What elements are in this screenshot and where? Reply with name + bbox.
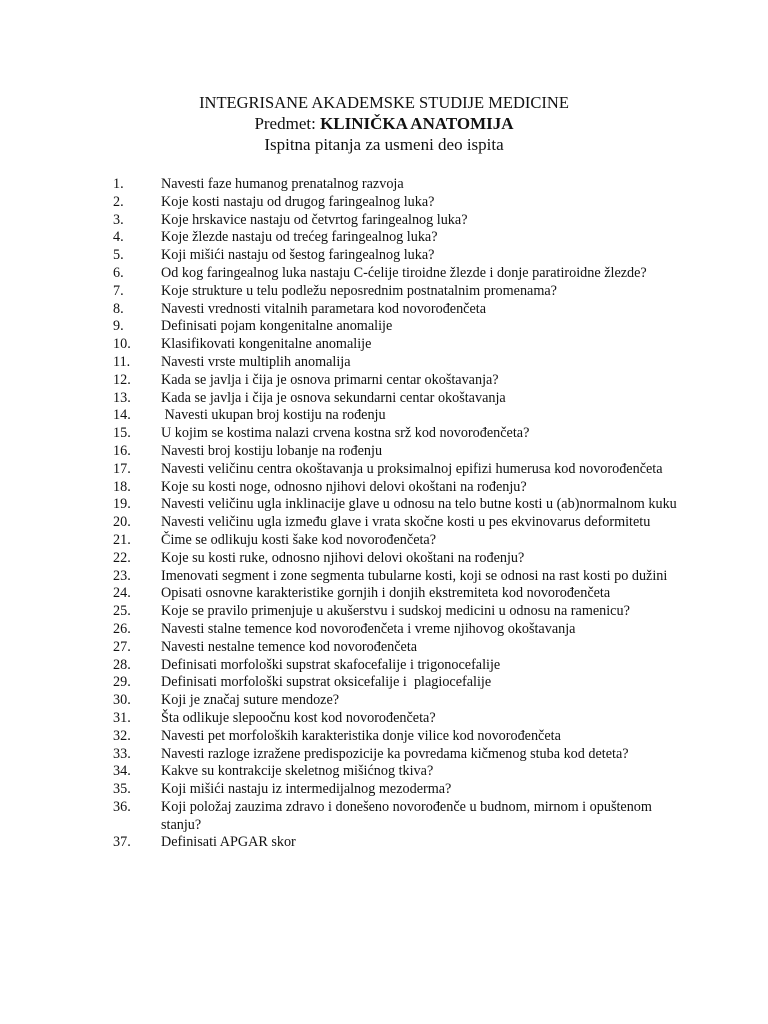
question-text: Navesti faze humanog prenatalnog razvoja bbox=[161, 176, 404, 192]
question-number: 37. bbox=[113, 834, 131, 851]
question-text: Koji mišići nastaju od šestog faringealnog luka? bbox=[161, 247, 435, 264]
question-text: Od kog faringealnog luka nastaju C-ćelije tiroidne žlezde i donje paratiroidne žlezde? bbox=[161, 264, 647, 281]
subject-prefix: Predmet: bbox=[254, 114, 321, 133]
question-number: 29. bbox=[113, 674, 131, 691]
question-text: Koje su kosti ruke, odnosno njihovi delovi okoštani na rođenju? bbox=[161, 549, 525, 566]
question-number: 12. bbox=[113, 371, 131, 388]
question-number: 36. bbox=[113, 798, 131, 815]
question-number: 16. bbox=[113, 442, 131, 459]
question-number: 26. bbox=[113, 620, 131, 637]
question-number: 9. bbox=[113, 318, 124, 335]
question-item bbox=[0, 550, 768, 568]
question-item bbox=[0, 390, 768, 408]
question-item bbox=[0, 657, 768, 675]
question-number: 28. bbox=[113, 656, 131, 673]
question-number: 17. bbox=[113, 460, 131, 477]
question-text: Navesti veličinu ugla između glave i vrata skočne kosti u pes ekvinovarus deformitetu bbox=[161, 514, 651, 531]
question-text: Koje žlezde nastaju od trećeg faringealnog luka? bbox=[161, 229, 438, 246]
question-item bbox=[0, 336, 768, 354]
question-text: Koje hrskavice nastaju od četvrtog faringealnog luka? bbox=[161, 211, 468, 228]
question-number: 15. bbox=[113, 425, 131, 442]
question-item bbox=[0, 674, 768, 692]
question-text: Imenovati segment i zone segmenta tubularne kosti, koji se odnosi na rast kosti po dužini bbox=[161, 567, 668, 584]
question-text: Klasifikovati kongenitalne anomalije bbox=[161, 336, 372, 353]
question-item bbox=[0, 265, 768, 283]
question-item bbox=[0, 781, 768, 799]
subject-line bbox=[0, 113, 768, 134]
question-item bbox=[0, 407, 768, 425]
question-number: 11. bbox=[113, 353, 131, 370]
question-number: 5. bbox=[113, 247, 124, 264]
question-number: 31. bbox=[113, 709, 131, 726]
question-number: 6. bbox=[113, 264, 124, 281]
question-number: 1. bbox=[113, 176, 124, 192]
question-number: 18. bbox=[113, 478, 131, 495]
question-item bbox=[0, 461, 768, 479]
question-item bbox=[0, 746, 768, 764]
question-item bbox=[0, 710, 768, 728]
question-text: Navesti vrste multiplih anomalija bbox=[161, 353, 351, 370]
question-text: Definisati morfološki supstrat skafocefalije i trigonocefalije bbox=[161, 656, 501, 673]
document-subtitle: Ispitna pitanja za usmeni deo ispita bbox=[264, 135, 504, 154]
question-item bbox=[0, 692, 768, 710]
question-item bbox=[0, 212, 768, 230]
question-item bbox=[0, 763, 768, 781]
question-item bbox=[0, 443, 768, 461]
question-text: Kada se javlja i čija je osnova primarni centar okoštavanja? bbox=[161, 371, 499, 388]
question-text: U kojim se kostima nalazi crvena kostna srž kod novorođenčeta? bbox=[161, 425, 530, 442]
question-item bbox=[0, 603, 768, 621]
question-number: 19. bbox=[113, 496, 131, 513]
question-text: Koje strukture u telu podležu neposrednim postnatalnim promenama? bbox=[161, 282, 557, 299]
question-text: Navesti veličinu ugla inklinacije glave u odnosu na telo butne kosti u (ab)normalnom kuku bbox=[161, 496, 677, 513]
question-text: Navesti vrednosti vitalnih parametara kod novorođenčeta bbox=[161, 300, 487, 317]
question-item bbox=[0, 728, 768, 746]
question-item bbox=[0, 301, 768, 319]
question-number: 3. bbox=[113, 211, 124, 228]
question-text: Navesti pet morfoloških karakteristika donje vilice kod novorođenčeta bbox=[161, 727, 561, 744]
question-text: Koje su kosti noge, odnosno njihovi delovi okoštani na rođenju? bbox=[161, 478, 527, 495]
question-item bbox=[0, 318, 768, 336]
question-item bbox=[0, 229, 768, 247]
question-item bbox=[0, 283, 768, 301]
question-text: Navesti broj kostiju lobanje na rođenju bbox=[161, 442, 383, 459]
question-item bbox=[0, 372, 768, 390]
question-text: Definisati morfološki supstrat oksicefalije i plagiocefalije bbox=[161, 674, 492, 691]
subject-name: KLINIČKA ANATOMIJA bbox=[320, 114, 514, 133]
question-item bbox=[0, 514, 768, 532]
question-number: 25. bbox=[113, 603, 131, 620]
question-item bbox=[0, 799, 768, 835]
question-number: 13. bbox=[113, 389, 131, 406]
question-number: 10. bbox=[113, 336, 131, 353]
question-number: 23. bbox=[113, 567, 131, 584]
question-item bbox=[0, 568, 768, 586]
question-number: 21. bbox=[113, 531, 131, 548]
question-number: 32. bbox=[113, 727, 131, 744]
question-item bbox=[0, 639, 768, 657]
question-number: 24. bbox=[113, 585, 131, 602]
question-text: Navesti razloge izražene predispozicije ka povredama kičmenog stuba kod deteta? bbox=[161, 745, 629, 762]
question-item bbox=[0, 176, 768, 194]
question-text: Koje kosti nastaju od drugog faringealnog luka? bbox=[161, 193, 435, 210]
question-number: 14. bbox=[113, 407, 131, 424]
question-item bbox=[0, 354, 768, 372]
question-item bbox=[0, 479, 768, 497]
question-text: Kada se javlja i čija je osnova sekundarni centar okoštavanja bbox=[161, 389, 506, 406]
question-item bbox=[0, 194, 768, 212]
question-number: 33. bbox=[113, 745, 131, 762]
question-text: Opisati osnovne karakteristike gornjih i donjih ekstremiteta kod novorođenčeta bbox=[161, 585, 611, 602]
question-text: Navesti nestalne temence kod novorođenčeta bbox=[161, 638, 418, 655]
question-number: 7. bbox=[113, 282, 124, 299]
question-list bbox=[0, 176, 768, 852]
document-header bbox=[0, 92, 768, 155]
question-text: Koji je značaj suture mendoze? bbox=[161, 692, 340, 709]
question-item bbox=[0, 834, 768, 852]
question-number: 20. bbox=[113, 514, 131, 531]
question-text: Kakve su kontrakcije skeletnog mišićnog tkiva? bbox=[161, 763, 434, 780]
question-text: Koji položaj zauzima zdravo i donešeno novorođenče u budnom, mirnom i opuštenom stanju? bbox=[161, 798, 656, 833]
question-text: Navesti ukupan broj kostiju na rođenju bbox=[161, 407, 386, 424]
question-item bbox=[0, 496, 768, 514]
question-number: 34. bbox=[113, 763, 131, 780]
question-item bbox=[0, 425, 768, 443]
question-text: Čime se odlikuju kosti šake kod novorođenčeta? bbox=[161, 531, 437, 548]
question-text: Navesti veličinu centra okoštavanja u proksimalnoj epifizi humerusa kod novorođenčeta bbox=[161, 460, 663, 477]
question-number: 27. bbox=[113, 638, 131, 655]
question-item bbox=[0, 621, 768, 639]
question-item bbox=[0, 585, 768, 603]
question-item bbox=[0, 247, 768, 265]
question-number: 35. bbox=[113, 781, 131, 798]
question-text: Definisati APGAR skor bbox=[161, 834, 296, 851]
question-number: 2. bbox=[113, 193, 124, 210]
question-number: 8. bbox=[113, 300, 124, 317]
question-text: Koje se pravilo primenjuje u akušerstvu i sudskoj medicini u odnosu na ramenicu? bbox=[161, 603, 630, 620]
question-text: Navesti stalne temence kod novorođenčeta i vreme njihovog okoštavanja bbox=[161, 620, 576, 637]
question-number: 30. bbox=[113, 692, 131, 709]
question-number: 22. bbox=[113, 549, 131, 566]
question-item bbox=[0, 532, 768, 550]
question-text: Koji mišići nastaju iz intermedijalnog mezoderma? bbox=[161, 781, 452, 798]
question-number: 4. bbox=[113, 229, 124, 246]
program-title: INTEGRISANE AKADEMSKE STUDIJE MEDICINE bbox=[199, 93, 569, 112]
question-text: Definisati pojam kongenitalne anomalije bbox=[161, 318, 393, 335]
question-text: Šta odlikuje slepoočnu kost kod novorođenčeta? bbox=[161, 709, 436, 726]
